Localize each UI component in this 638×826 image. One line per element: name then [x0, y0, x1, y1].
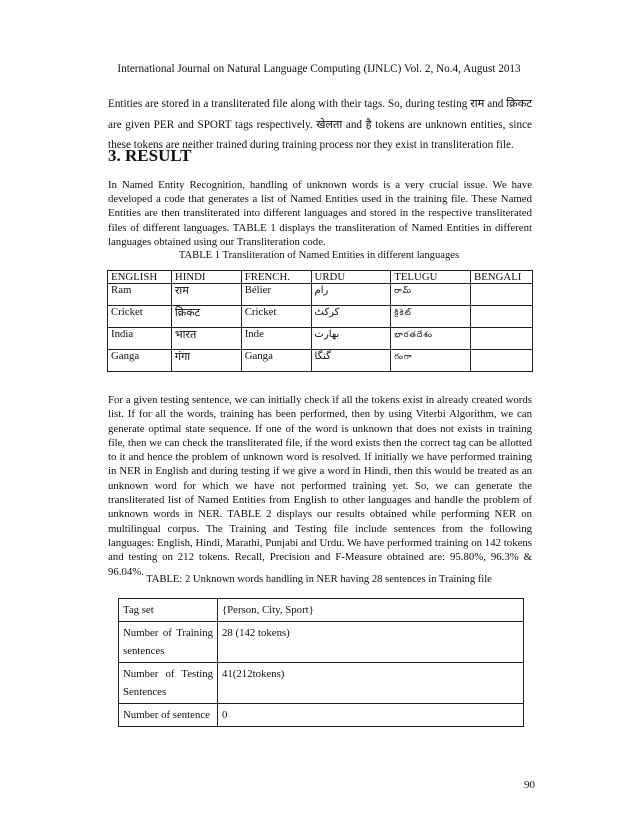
cell-french: Bélier [241, 284, 311, 306]
cell-english: Ganga [108, 350, 172, 372]
journal-header: International Journal on Natural Language Computing (IJNLC) Vol. 2, No.4, August 2013 [117, 63, 521, 75]
page-number: 90 [524, 779, 535, 791]
table-row [108, 284, 533, 306]
cell-french: Cricket [241, 306, 311, 328]
cell-bengali [471, 328, 533, 350]
table-row [108, 328, 533, 350]
table1-header-cell: HINDI [171, 271, 241, 284]
cell-bengali [471, 284, 533, 306]
cell-english: Ram [108, 284, 172, 306]
table2-value: {Person, City, Sport} [218, 599, 524, 622]
table2-label: Number of Testing Sentences [119, 663, 218, 704]
cell-bengali [471, 350, 533, 372]
cell-hindi: गंगा [171, 350, 241, 372]
table1-header-cell: FRENCH. [241, 271, 311, 284]
table2-value: 0 [218, 704, 524, 727]
section-title: 3. RESULT [108, 146, 192, 165]
cell-hindi: भारत [171, 328, 241, 350]
table1-caption: TABLE 1 Transliteration of Named Entities in different languages [178, 250, 460, 261]
cell-urdu: بھارت [311, 328, 391, 350]
cell-urdu: کرکٹ [311, 306, 391, 328]
table2 [118, 598, 524, 727]
cell-hindi: राम [171, 284, 241, 306]
cell-french: Inde [241, 328, 311, 350]
table1-header-cell: TELUGU [391, 271, 471, 284]
table-row [108, 306, 533, 328]
cell-telugu: క్రికెట్ [391, 306, 471, 328]
intro-paragraph: Entities are stored in a transliterated file along with their tags. So, during testing राम and क्रिकट are given PER and SPORT tags respectively. खेलता and है tokens are unknown entities, since these tokens are neither trained during training process nor they exist in transliteration file. [108, 98, 532, 151]
table2-value: 41(212tokens) [218, 663, 524, 704]
table2-caption: TABLE: 2 Unknown words handling in NER having 28 sentences in Training file [146, 574, 492, 585]
table1-header-cell: BENGALI [471, 271, 533, 284]
cell-urdu: رام [311, 284, 391, 306]
cell-english: India [108, 328, 172, 350]
table-row [119, 622, 524, 663]
table1-header-cell: URDU [311, 271, 391, 284]
cell-urdu: گنگا [311, 350, 391, 372]
table2-value: 28 (142 tokens) [218, 622, 524, 663]
table-row [119, 704, 524, 727]
table2-label: Number of sentence [119, 704, 218, 727]
table-row [119, 599, 524, 622]
cell-bengali [471, 306, 533, 328]
table1-header-row [108, 271, 533, 284]
cell-telugu: రామ్ [391, 284, 471, 306]
result-paragraph: In Named Entity Recognition, handling of unknown words is a very crucial issue. We have developed a code that generates a list of Named Entities used in the training file. These Named Entities are then transliterated into different languages and stored in the respective transliterated files of different languages. TABLE 1 displays the transliteration of Named Entities in different languages obtained using our Transliteration code. [108, 179, 532, 248]
cell-telugu: భారతదేశం [391, 328, 471, 350]
table2-label: Tag set [119, 599, 218, 622]
table-row [108, 350, 533, 372]
cell-hindi: क्रिकट [171, 306, 241, 328]
cell-english: Cricket [108, 306, 172, 328]
table1 [107, 270, 533, 372]
testing-paragraph: For a given testing sentence, we can initially check if all the tokens exist in already created words list. If for all the words, training has been performed, then by using Viterbi Algorithm, we can generate optimal state sequence. If one of the word is unknown that does not exists in training file, then we can check the transliterated file, if the word exists then the correct tag can be allotted to it and hence the problem of unknown word is resolved. If initially we have performed training in NER in English and during testing if we give a word in Hindi, then this would be treated as an unknown word for which we have not performed training yet. So, we can generate the transliterated list of Named Entities from English to other languages and handle the problem of unknown words in NER. TABLE 2 displays our results obtained while performing NER on multilingual corpus. The Training and Testing file include sentences from the following languages: English, Hindi, Marathi, Punjabi and Urdu. We have performed training on 142 tokens and testing on 212 tokens. Recall, Precision and F-Measure obtained are: 95.80%, 96.3% & 96.04%. [108, 394, 532, 578]
cell-telugu: గంగా [391, 350, 471, 372]
table2-label: Number of Training sentences [119, 622, 218, 663]
table-row [119, 663, 524, 704]
cell-french: Ganga [241, 350, 311, 372]
table1-header-cell: ENGLISH [108, 271, 172, 284]
